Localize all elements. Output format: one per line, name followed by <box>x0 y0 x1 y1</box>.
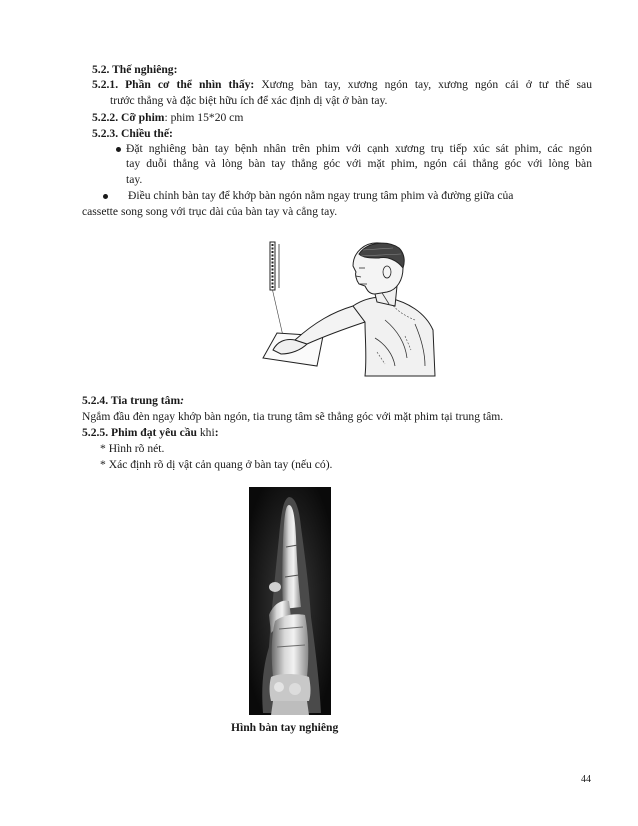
requirement-item-1: * Hình rõ nét. <box>100 442 165 455</box>
bullet-2-line-1: Điều chỉnh bàn tay để khớp bàn ngón nằm ngay trung tâm phim và đường giữa của <box>128 189 514 202</box>
section-5-2-5-suffix: khi <box>196 426 215 439</box>
section-5-2-4-colon: : <box>180 394 185 407</box>
section-5-2-4-text: Ngắm đầu đèn ngay khớp bàn ngón, tia trung tâm sẽ thẳng góc với mặt phim tại trung tâm. <box>82 410 504 423</box>
section-5-2-2-text: : phim 15*20 cm <box>164 111 244 124</box>
bullet-1-line-1: Đặt nghiêng bàn tay bệnh nhân trên phim với cạnh xương trụ tiếp xúc sát phim, các ngón <box>126 142 592 155</box>
requirement-item-2: * Xác định rõ dị vật cản quang ở bàn tay (nếu có). <box>100 458 333 471</box>
bullet-2-line-2: cassette song song với trục dài của bàn tay và cẳng tay. <box>82 205 338 218</box>
section-heading-5-2-3: 5.2.3. Chiều thế: <box>92 127 173 140</box>
lateral-hand-xray-image <box>249 487 331 715</box>
patient-positioning-illustration <box>255 240 440 378</box>
figure-caption: Hình bàn tay nghiêng <box>231 721 339 734</box>
section-5-2-2 <box>92 110 243 125</box>
section-5-2-1-text-2: trước thẳng và đặc biệt hữu ích để xác định dị vật ở bàn tay. <box>110 94 388 107</box>
page-number: 44 <box>581 774 591 785</box>
bullet-icon <box>103 194 108 199</box>
section-5-2-5-label: 5.2.5. Phim đạt yêu cầu <box>82 426 197 439</box>
section-5-2-4-label: 5.2.4. Tia trung tâm <box>82 394 181 407</box>
bullet-icon <box>116 147 121 152</box>
bullet-1-line-3: tay. <box>126 173 143 186</box>
section-5-2-1-text-1: Xương bàn tay, xương ngón tay, xương ngón cái ở tư thế sau <box>261 78 592 91</box>
bullet-1-line-2: tay duỗi thẳng và lòng bàn tay thẳng góc với mặt phim, ngón cái thẳng góc với lòng bàn <box>126 157 592 170</box>
section-5-2-5-heading <box>82 425 219 440</box>
section-5-2-4-heading <box>82 393 184 408</box>
section-5-2-2-label: 5.2.2. Cỡ phim <box>92 111 165 124</box>
section-5-2-1-label: 5.2.1. Phần cơ thể nhìn thấy: <box>92 78 255 91</box>
section-5-2-1-line-1 <box>92 77 592 92</box>
section-heading-5-2: 5.2. Thế nghiêng: <box>92 63 178 76</box>
section-5-2-5-colon: : <box>214 426 219 439</box>
